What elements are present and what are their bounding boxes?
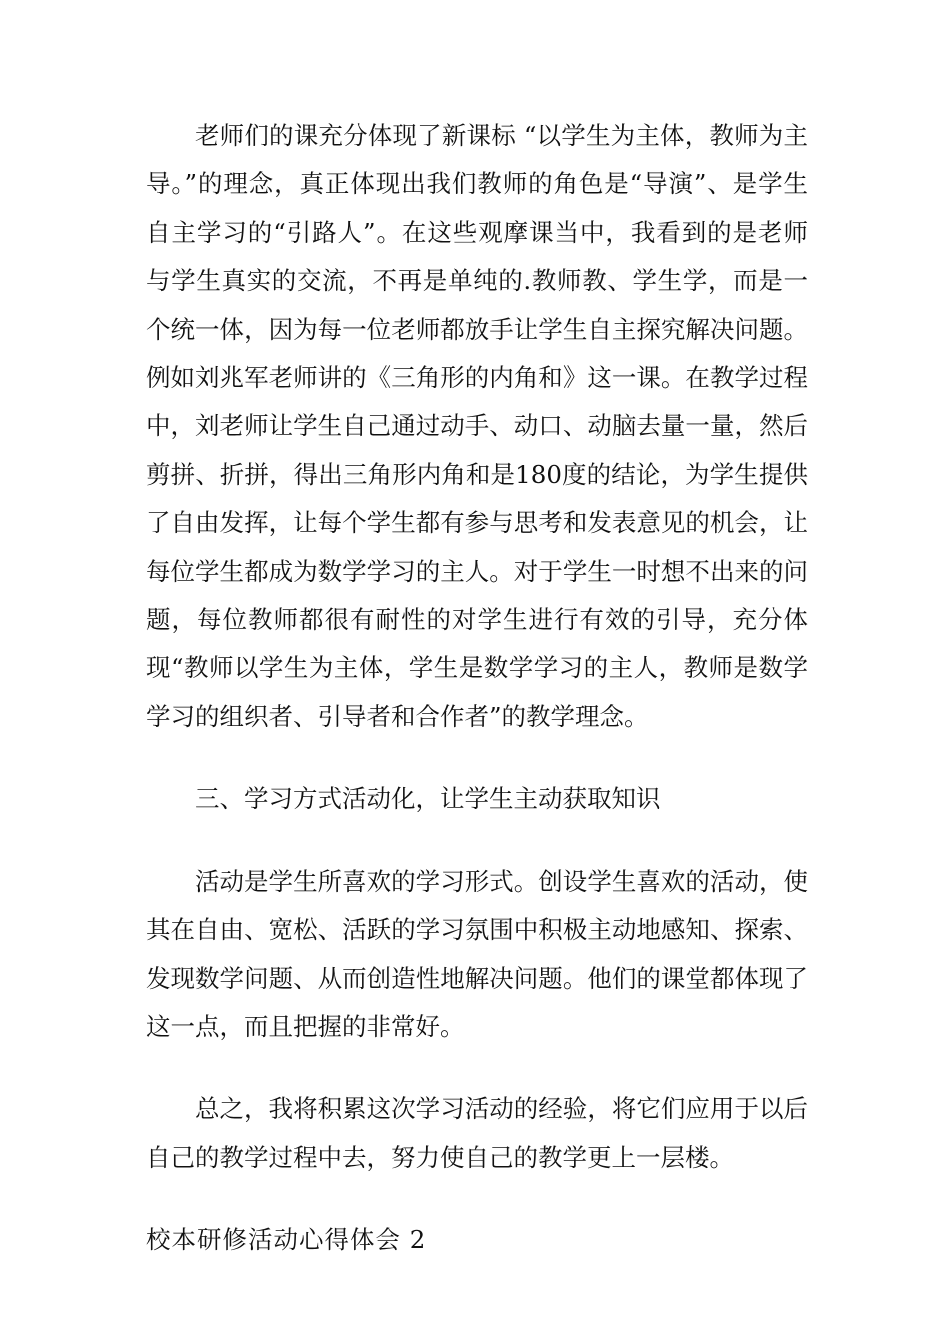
body-paragraph: 总之，我将积累这次学习活动的经验，将它们应用于以后自己的教学过程中去，努力使自己的教学更上一层楼。 <box>146 1094 808 1172</box>
section-heading: 三、学习方式活动化，让学生主动获取知识 <box>195 784 661 814</box>
document-page <box>146 112 808 1265</box>
body-paragraph: 活动是学生所喜欢的学习形式。创设学生喜欢的活动，使其在自由、宽松、活跃的学习氛围中积极主动地感知、探索、发现数学问题、从而创造性地解决问题。他们的课堂都体现了这一点，而且把握的非常好。 <box>146 866 808 1041</box>
document-subtitle: 校本研修活动心得体会 2 <box>146 1225 427 1255</box>
body-paragraph: 老师们的课充分体现了新课标 “以学生为主体，教师为主导。”的理念，真正体现出我们教师的角色是“导演”、是学生自主学习的“引路人”。在这些观摩课当中，我看到的是老师与学生真实的交流，不再是单纯的.教师教、学生学，而是一个统一体，因为每一位老师都放手让学生自主探究解决问题。例如刘兆军老师讲的《三角形的内角和》这一课。在教学过程中，刘老师让学生自己通过动手、动口、动脑去量一量，然后剪拼、折拼，得出三角形内角和是180度的结论，为学生提供了自由发挥，让每个学生都有参与思考和发表意见的机会，让每位学生都成为数学学习的主人。对于学生一时想不出来的问题，每位教师都很有耐性的对学生进行有效的引导，充分体现“教师以学生为主体，学生是数学学习的主人，教师是数学学习的组织者、引导者和合作者”的教学理念。 <box>146 121 808 731</box>
